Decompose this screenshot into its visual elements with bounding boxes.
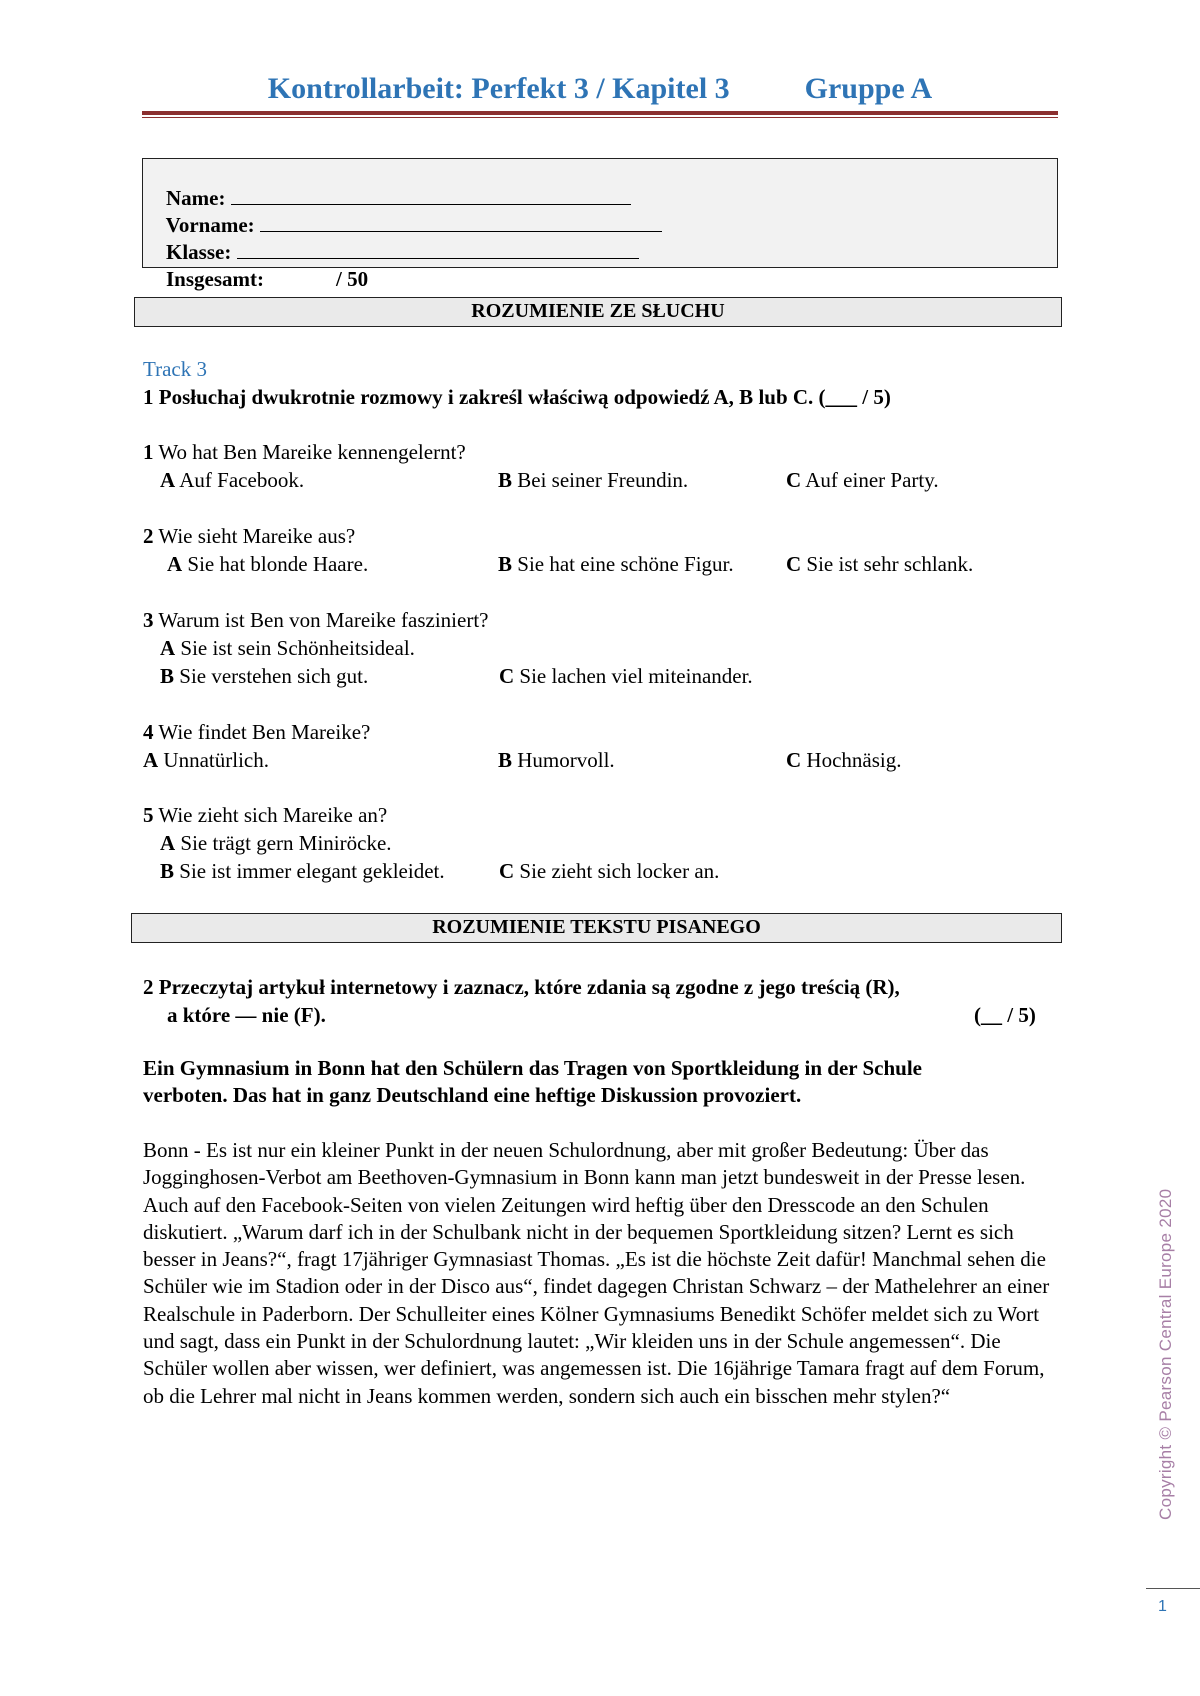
option-text: Sie zieht sich locker an. [514, 859, 720, 883]
option-label: B [498, 552, 513, 576]
option-text: Hochnäsig. [801, 748, 902, 772]
total-score: / 50 [336, 267, 369, 291]
option-label: A [160, 468, 176, 492]
page-number-rule [1146, 1588, 1200, 1589]
student-info-box [142, 158, 1058, 291]
option-label: C [499, 664, 515, 688]
option-text: Sie lachen viel miteinander. [514, 664, 753, 688]
question-text: Warum ist Ben von Mareike fasziniert? [153, 608, 489, 632]
option-label: A [160, 636, 176, 660]
question-number: 3 [143, 608, 154, 632]
name-label: Name: [166, 186, 231, 210]
q4-option-c[interactable] [786, 748, 902, 773]
question-2 [143, 524, 355, 549]
page-number: 1 [1158, 1598, 1167, 1615]
q1-option-c[interactable] [786, 468, 939, 493]
question-number: 2 [143, 524, 154, 548]
question-text: Wo hat Ben Mareike kennengelernt? [153, 440, 466, 464]
option-text: Sie trägt gern Miniröcke. [175, 831, 392, 855]
option-text: Unnatürlich. [158, 748, 269, 772]
option-label: B [160, 859, 175, 883]
q3-option-c[interactable] [499, 664, 753, 689]
track-label: Track 3 [143, 357, 207, 381]
question-number: 1 [143, 440, 154, 464]
option-label: B [498, 468, 513, 492]
q2-option-c[interactable] [786, 552, 973, 577]
q2-option-a[interactable] [167, 552, 368, 577]
question-1 [143, 440, 466, 465]
section-heading-listening: ROZUMIENIE ZE SŁUCHU [134, 297, 1062, 327]
option-text: Sie hat blonde Haare. [182, 552, 369, 576]
question-number: 5 [143, 803, 154, 827]
question-text: Wie findet Ben Mareike? [153, 720, 371, 744]
task2-score: (__ / 5) [974, 1003, 1036, 1027]
page-title: Kontrollarbeit: Perfekt 3 / Kapitel 3 Gruppe A [267, 72, 933, 105]
option-text: Bei seiner Freundin. [512, 468, 689, 492]
option-label: C [786, 748, 802, 772]
q2-option-b[interactable] [498, 552, 734, 577]
option-text: Sie verstehen sich gut. [174, 664, 369, 688]
task1-instruction: 1 Posłuchaj dwukrotnie rozmowy i zakreśl właściwą odpowiedź A, B lub C. (___ / 5) [143, 385, 891, 409]
option-label: C [499, 859, 515, 883]
question-3 [143, 608, 489, 633]
task2-instruction-line2: a które — nie (F). [167, 1003, 326, 1027]
q4-option-b[interactable] [498, 748, 615, 773]
article-lead-line1: Ein Gymnasium in Bonn hat den Schülern das Tragen von Sportkleidung in der Schule [143, 1056, 922, 1080]
task2-instruction-line1: 2 Przeczytaj artykuł internetowy i zaznacz, które zdania są zgodne z jego treścią (R), [143, 975, 900, 999]
option-label: B [498, 748, 513, 772]
option-text: Sie ist sein Schönheitsideal. [175, 636, 415, 660]
option-text: Auf Facebook. [175, 468, 305, 492]
title-rule-thick [142, 111, 1058, 115]
option-label: A [143, 748, 159, 772]
article-lead-line2: verboten. Das hat in ganz Deutschland eine heftige Diskussion provoziert. [143, 1083, 802, 1107]
klasse-label: Klasse: [166, 240, 237, 264]
q5-option-b[interactable] [160, 859, 445, 884]
q3-option-a[interactable] [160, 636, 415, 661]
question-number: 4 [143, 720, 154, 744]
option-label: B [160, 664, 175, 688]
option-text: Sie ist sehr schlank. [801, 552, 974, 576]
option-text: Auf einer Party. [801, 468, 939, 492]
article-body: Bonn - Es ist nur ein kleiner Punkt in der neuen Schulordnung, aber mit großer Bedeutung: Über das Jogginghosen-Verbot am Beethoven-Gymnasium in Bonn kann man jetzt bundesweit in der Presse lesen. Auch auf den Facebook-Seiten von vielen Zeitungen wird heftig über den Dresscode an den Schulen diskutiert. „Warum darf ich in der Schulbank nicht in der bequemen Sportkleidung sitzen? Lernt es sich besser in Jeans?“, fragt 17jähriger Gymnasiast Thomas. „Es ist die höchste Zeit dafür! Manchmal sehen die Schüler wie im Stadion oder in der Disco aus“, findet dagegen Christan Schwarz – der Mathelehrer an einer Realschule in Paderborn. Der Schulleiter eines Kölner Gymnasiums Benedikt Schöfer meldet sich zu Wort und sagt, dass ein Punkt in der Schulordnung lautet: „Wir kleiden uns in der Schule angemessen“. Die Schüler wollen aber wissen, wer definiert, was angemessen ist. Die 16jährige Tamara fragt auf dem Forum, ob die Lehrer mal nicht in Jeans kommen werden, sondern sich auch ein bisschen mehr stylen?“ [143, 1138, 1050, 1408]
option-label: C [786, 468, 802, 492]
option-text: Sie hat eine schöne Figur. [512, 552, 734, 576]
question-text: Wie zieht sich Mareike an? [153, 803, 388, 827]
title-rule-thin [142, 117, 1058, 118]
q5-option-a[interactable] [160, 831, 392, 856]
section-heading-reading: ROZUMIENIE TEKSTU PISANEGO [131, 913, 1062, 943]
copyright-notice: Copyright © Pearson Central Europe 2020 [1156, 1188, 1175, 1520]
option-text: Humorvoll. [512, 748, 615, 772]
question-text: Wie sieht Mareike aus? [153, 524, 356, 548]
question-5 [143, 803, 387, 828]
option-label: A [167, 552, 183, 576]
option-text: Sie ist immer elegant gekleidet. [174, 859, 445, 883]
q1-option-a[interactable] [160, 468, 304, 493]
q5-option-c[interactable] [499, 859, 719, 884]
option-label: C [786, 552, 802, 576]
option-label: A [160, 831, 176, 855]
q3-option-b[interactable] [160, 664, 368, 689]
total-label: Insgesamt: [166, 267, 264, 291]
question-4 [143, 720, 370, 745]
q1-option-b[interactable] [498, 468, 688, 493]
vorname-label: Vorname: [165, 213, 260, 237]
q4-option-a[interactable] [143, 748, 269, 773]
